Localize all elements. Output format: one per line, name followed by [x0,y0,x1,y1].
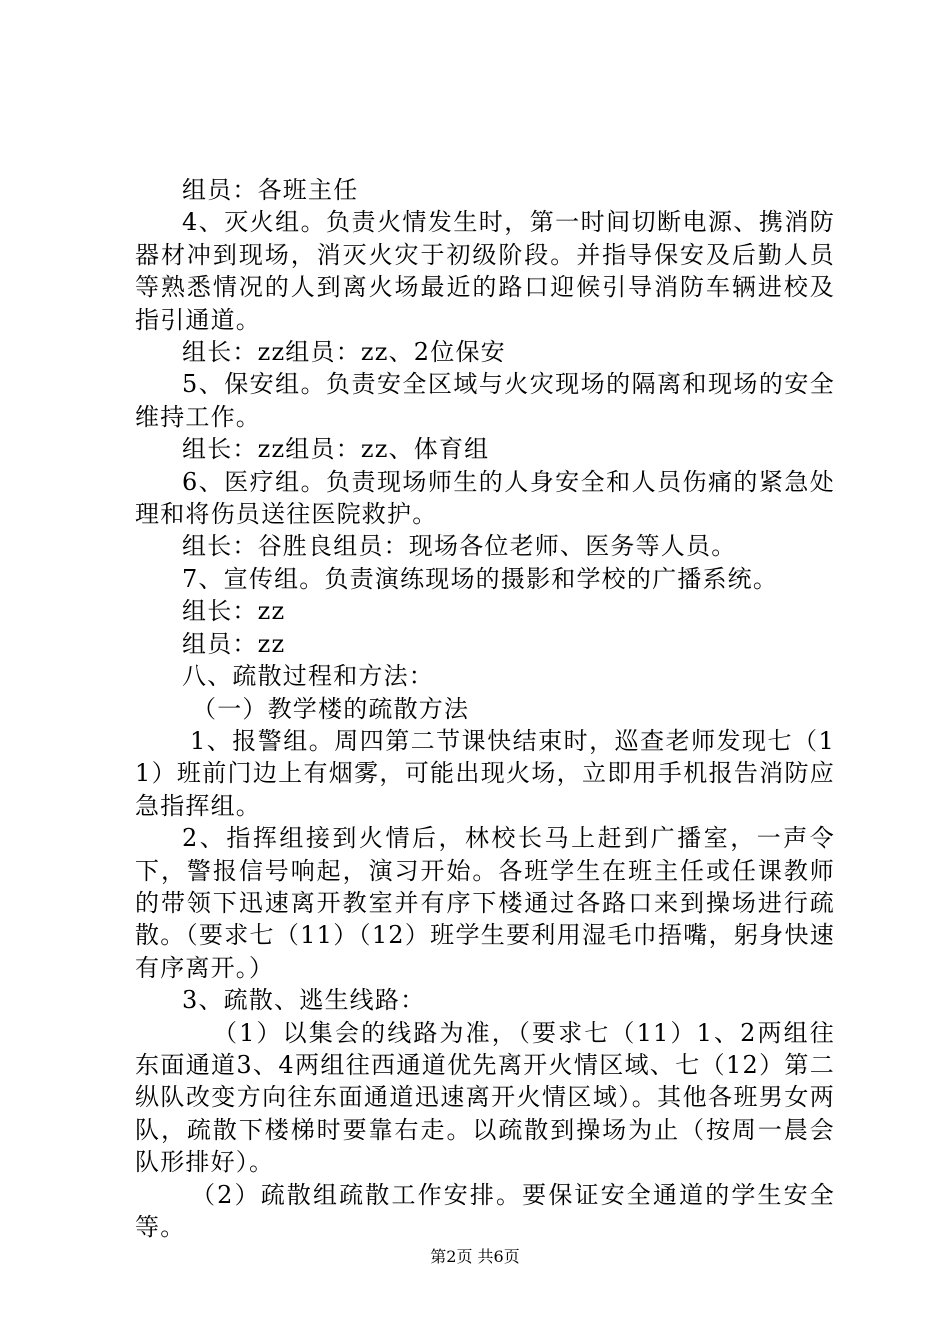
paragraph-alarm-group: 1、报警组。周四第二节课快结束时，巡查老师发现七（11）班前门边上有烟雾，可能出现火场，立即用手机报告消防应急指挥组。 [135,726,835,820]
paragraph-security-leaders: 组长：zz组员：zz、体育组 [182,435,490,464]
paragraph-security-group: 5、保安组。负责安全区域与火灾现场的隔离和现场的安全维持工作。 [135,370,835,431]
paragraph-publicity-members: 组员：zz [182,629,286,658]
paragraph-medical-group: 6、医疗组。负责现场师生的人身安全和人员伤痛的紧急处理和将伤员送往医院救护。 [135,467,835,529]
paragraph-evacuation-arrangement: （2）疏散组疏散工作安排。要保证安全通道的学生安全等。 [135,1180,835,1241]
paragraph-publicity-group: 7、宣传组。负责演练现场的摄影和学校的广播系统。 [182,564,779,593]
paragraph-route-details: （1）以集会的线路为准，（要求七（11）1、2两组往东面通道3、4两组往西通道优先离开火情区域、七（12）第二纵队改变方向往东面通道迅速离开火情区域）。其他各班男女两队，疏散下楼梯时要靠右走。以疏散到操场为止（按周一晨会队形排好）。 [135,1018,835,1177]
paragraph-fire-fighting-leaders: 组长：zz组员：zz、2位保安 [182,338,506,367]
paragraph-escape-routes: 3、疏散、逃生线路： [182,986,426,1015]
section-heading-evacuation: 八、疏散过程和方法： [182,662,434,691]
paragraph-publicity-leader: 组长：zz [182,597,286,626]
paragraph-medical-leaders: 组长：谷胜良组员：现场各位老师、医务等人员。 [182,532,737,561]
paragraph-members-class-teachers: 组员：各班主任 [182,176,359,204]
page-footer: 第2页 共6页 [430,1247,520,1266]
document-body [135,174,835,1243]
subsection-heading-teaching-building: （一）教学楼的疏散方法 [192,694,470,723]
paragraph-fire-fighting-group: 4、灭火组。负责火情发生时，第一时间切断电源、携消防器材冲到现场，消灭火灾于初级阶段。并指导保安及后勤人员等熟悉情况的人到离火场最近的路口迎候引导消防车辆进校及指引通道。 [135,208,835,334]
paragraph-command-group: 2、指挥组接到火情后，林校长马上赶到广播室，一声令下，警报信号响起，演习开始。各班学生在班主任或任课教师的带领下迅速离开教室并有序下楼通过各路口来到操场进行疏散。（要求七（11）（12）班学生要利用湿毛巾捂嘴，躬身快速有序离开。） [135,824,835,982]
